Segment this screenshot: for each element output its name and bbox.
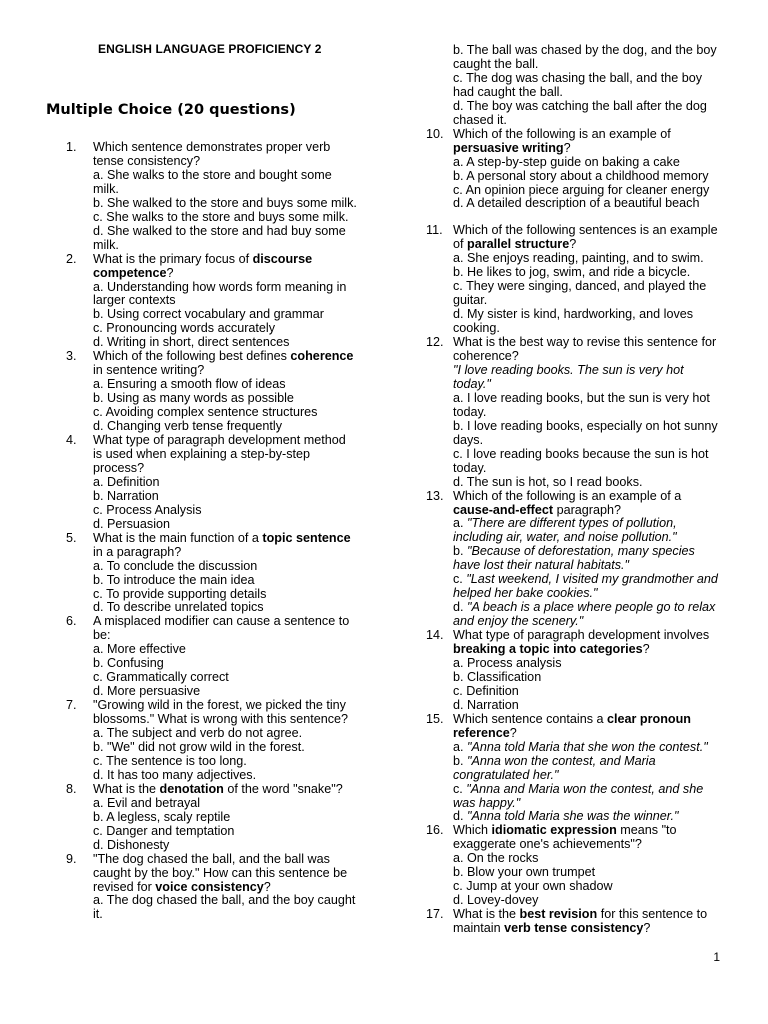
stem-text: What is the primary focus of <box>93 251 253 266</box>
answer-option: a. More effective <box>93 642 186 657</box>
answer-option: c. They were singing, danced, and played the guitar. <box>453 279 707 308</box>
answer-option: d. The sun is hot, so I read books. <box>453 474 643 489</box>
stem-text: in a paragraph? <box>93 544 182 559</box>
answer-option <box>453 741 722 755</box>
question-4 <box>66 434 358 532</box>
answer-option: d. Narration <box>453 697 519 712</box>
emphasis-text: verb tense consistency <box>504 921 644 936</box>
option-text: "Anna told Maria she was the winner." <box>467 809 679 824</box>
answer-option: c. Grammatically correct <box>93 670 229 685</box>
question-stem <box>93 699 358 727</box>
question-stem <box>453 713 722 741</box>
answer-option: b. She walked to the store and buys some milk. <box>93 195 357 210</box>
answer-option: b. Classification <box>453 669 542 684</box>
emphasis-text: voice consistency <box>155 879 264 894</box>
stem-text: Which of the following is an example of a <box>453 488 682 503</box>
option-text: "Anna and Maria won the contest, and she was happy." <box>453 781 704 810</box>
question-body <box>453 336 722 489</box>
stem-text: in sentence writing? <box>93 363 205 378</box>
emphasis-text: best revision <box>519 907 598 922</box>
option-text: "There are different types of pollution, including air, water, and noise pollution." <box>453 516 677 545</box>
question-number: 12. <box>426 335 444 350</box>
stem-text: means "to exaggerate one's achievements"? <box>453 823 677 852</box>
stem-text: What type of paragraph development method is used when explaining a step-by-step process? <box>93 433 346 475</box>
question-body <box>453 713 722 825</box>
answer-option <box>453 573 722 601</box>
question-15 <box>426 713 722 825</box>
answer-option: d. Changing verb tense frequently <box>93 419 283 434</box>
emphasis-text: coherence <box>290 349 354 364</box>
question-stem <box>93 853 358 895</box>
stem-text: ? <box>509 725 517 740</box>
question-number: 2. <box>66 251 77 266</box>
answer-option: a. The subject and verb do not agree. <box>93 726 303 741</box>
stem-text: What type of paragraph development involves <box>453 628 710 643</box>
question-stem <box>93 253 358 281</box>
answer-option: a. Process analysis <box>453 655 562 670</box>
answer-option: a. To conclude the discussion <box>93 558 258 573</box>
question-stem <box>453 824 722 852</box>
answer-option: c. Process Analysis <box>93 502 202 517</box>
stem-text: "The dog chased the ball, and the ball was caught by the boy." How can this sentence be revised for <box>93 851 348 894</box>
question-number: 11. <box>426 223 443 238</box>
question-body <box>93 615 358 699</box>
question-body <box>93 253 358 351</box>
option-text: "Anna won the contest, and Maria congratulated her." <box>453 753 656 782</box>
option-letter: d. <box>453 600 468 615</box>
answer-option: a. Ensuring a smooth flow of ideas <box>93 377 286 392</box>
answer-option: b. To introduce the main idea <box>93 572 255 587</box>
option-letter: c. <box>453 572 467 587</box>
answer-option: b. Blow your own trumpet <box>453 865 596 880</box>
answer-option: c. Definition <box>453 683 519 698</box>
stem-text: What is the main function of a <box>93 530 263 545</box>
question-16 <box>426 824 722 908</box>
question-stem <box>93 434 358 476</box>
answer-option <box>453 601 722 629</box>
stem-text: ? <box>563 140 571 155</box>
question-6 <box>66 615 358 699</box>
answer-option: d. To describe unrelated topics <box>93 600 264 615</box>
emphasis-text: parallel structure <box>467 237 570 252</box>
question-17 <box>426 908 722 936</box>
option-letter: a. <box>453 516 468 531</box>
stem-text: Which sentence demonstrates proper verb tense consistency? <box>93 140 331 168</box>
section-title: Multiple Choice (20 questions) <box>46 102 296 118</box>
question-number: 15. <box>426 711 444 726</box>
answer-option <box>453 810 722 824</box>
question-1 <box>66 141 358 253</box>
answer-option: d. A detailed description of a beautiful beach <box>453 196 700 211</box>
question-7 <box>66 699 358 783</box>
answer-option: a. I love reading books, but the sun is very hot today. <box>453 390 710 419</box>
stem-text: of the word "snake"? <box>223 781 343 796</box>
option-letter: d. <box>453 809 468 824</box>
answer-option: c. The dog was chasing the ball, and the boy had caught the ball. <box>453 70 703 99</box>
question-stem <box>93 783 358 797</box>
answer-option: b. He likes to jog, swim, and ride a bicycle. <box>453 265 691 280</box>
option-text: "Anna told Maria that she won the contest." <box>467 739 708 754</box>
question-number: 9. <box>66 851 77 866</box>
question-number: 6. <box>66 614 77 629</box>
question-14 <box>426 629 722 713</box>
question-3 <box>66 350 358 434</box>
answer-option: a. Evil and betrayal <box>93 795 201 810</box>
stem-text: for this sentence to maintain <box>453 907 708 936</box>
question-body <box>453 490 722 630</box>
question-8 <box>66 783 358 853</box>
question-number: 8. <box>66 781 77 796</box>
stem-text: paragraph? <box>553 502 622 517</box>
answer-option: c. Jump at your own shadow <box>453 879 613 894</box>
question-stem <box>93 141 358 169</box>
answer-option: a. Understanding how words form meaning in larger contexts <box>93 279 347 308</box>
answer-option <box>453 783 722 811</box>
stem-text: Which of the following best defines <box>93 349 291 364</box>
question-stem <box>93 350 358 378</box>
answer-option: b. Confusing <box>93 656 164 671</box>
question-body <box>93 434 358 532</box>
question-12 <box>426 336 722 489</box>
emphasis-text: breaking a topic into categories <box>453 642 643 657</box>
question-body <box>93 141 358 253</box>
option-text: "A beach is a place where people go to relax and enjoy the scenery." <box>453 600 716 629</box>
question-body <box>93 699 358 783</box>
stem-text: A misplaced modifier can cause a sentence to be: <box>93 614 350 643</box>
answer-option: a. She enjoys reading, painting, and to swim. <box>453 251 704 266</box>
answer-option: c. I love reading books because the sun is hot today. <box>453 446 709 475</box>
question-stem <box>453 908 722 936</box>
stem-text: What is the <box>453 907 520 922</box>
question-body <box>93 853 358 923</box>
question-11 <box>426 224 722 336</box>
question-9-continued <box>426 44 722 128</box>
answer-option: b. I love reading books, especially on hot sunny days. <box>453 418 718 447</box>
stem-text: Which <box>453 823 492 838</box>
emphasis-text: persuasive writing <box>453 140 564 155</box>
option-text: "Last weekend, I visited my grandmother and helped her bake cookies." <box>453 572 718 601</box>
emphasis-text: idiomatic expression <box>491 823 617 838</box>
answer-option: c. She walks to the store and buys some milk. <box>93 209 349 224</box>
answer-option: d. Dishonesty <box>93 837 170 852</box>
answer-option: c. The sentence is too long. <box>93 753 247 768</box>
answer-option: c. Avoiding complex sentence structures <box>93 405 318 420</box>
question-body <box>453 224 722 336</box>
stem-text: What is the <box>93 781 160 796</box>
question-number: 7. <box>66 698 77 713</box>
stem-text: Which sentence contains a <box>453 711 608 726</box>
question-5 <box>66 532 358 616</box>
stem-text: ? <box>263 879 271 894</box>
question-9 <box>66 853 358 923</box>
emphasis-text: clear pronoun reference <box>453 711 691 740</box>
question-number: 17. <box>426 907 444 922</box>
answer-option: c. To provide supporting details <box>93 586 267 601</box>
stem-text: Which of the following sentences is an example of <box>453 223 718 252</box>
emphasis-text: discourse competence <box>93 251 313 280</box>
answer-option: d. My sister is kind, hardworking, and loves cooking. <box>453 307 694 336</box>
option-text: "Because of deforestation, many species have lost their natural habitats." <box>453 544 695 573</box>
question-2 <box>66 253 358 351</box>
question-stem <box>453 629 722 657</box>
answer-option: c. Danger and temptation <box>93 823 235 838</box>
question-body <box>453 128 722 212</box>
question-body <box>93 350 358 434</box>
question-number: 5. <box>66 530 77 545</box>
question-stem <box>453 128 722 156</box>
answer-option: b. "We" did not grow wild in the forest. <box>93 739 305 754</box>
answer-option: b. Using correct vocabulary and grammar <box>93 307 324 322</box>
emphasis-text: cause-and-effect <box>453 502 554 517</box>
question-body <box>453 908 722 936</box>
question-number: 1. <box>66 140 77 154</box>
answer-option: a. On the rocks <box>453 851 539 866</box>
answer-option: d. Writing in short, direct sentences <box>93 335 290 350</box>
answer-option: a. A step-by-step guide on baking a cake <box>453 154 680 169</box>
answer-option: d. Lovey-dovey <box>453 893 539 908</box>
question-13 <box>426 490 722 630</box>
answer-option: d. It has too many adjectives. <box>93 767 257 782</box>
question-stem <box>93 615 358 643</box>
question-10 <box>426 128 722 212</box>
question-body <box>453 629 722 713</box>
stem-text: ? <box>166 265 174 280</box>
answer-option <box>453 755 722 783</box>
option-letter: a. <box>453 739 468 754</box>
stem-text: ? <box>642 642 650 657</box>
question-stem <box>453 224 722 252</box>
answer-option <box>453 517 722 545</box>
option-letter: b. <box>453 753 468 768</box>
option-letter: b. <box>453 544 468 559</box>
stem-text: What is the best way to revise this sentence for coherence? <box>453 335 717 364</box>
stem-text: ? <box>569 237 577 252</box>
document-title: ENGLISH LANGUAGE PROFICIENCY 2 <box>98 42 322 56</box>
right-column <box>426 44 722 936</box>
question-stem <box>93 532 358 560</box>
answer-option: c. Pronouncing words accurately <box>93 321 276 336</box>
answer-option: d. She walked to the store and had buy some milk. <box>93 223 346 252</box>
answer-option: d. Persuasion <box>93 516 171 531</box>
answer-option: b. A personal story about a childhood memory <box>453 168 709 183</box>
answer-option: d. More persuasive <box>93 684 201 699</box>
emphasis-text: denotation <box>159 781 224 796</box>
question-number: 10. <box>426 126 444 141</box>
question-number: 16. <box>426 823 444 838</box>
answer-option: a. The dog chased the ball, and the boy caught it. <box>93 893 356 922</box>
question-number: 3. <box>66 349 77 364</box>
answer-option: b. Using as many words as possible <box>93 391 294 406</box>
answer-option: a. Definition <box>93 474 160 489</box>
question-stem <box>453 490 722 518</box>
question-number: 13. <box>426 488 444 503</box>
stem-text: Which of the following is an example of <box>453 126 671 141</box>
stem-text: "Growing wild in the forest, we picked the tiny blossoms." What is wrong with this sentence? <box>93 698 349 727</box>
emphasis-text: topic sentence <box>262 530 351 545</box>
stem-text: ? <box>643 921 651 936</box>
answer-option: b. A legless, scaly reptile <box>93 809 231 824</box>
page-number: 1 <box>713 950 720 964</box>
quoted-sentence: "I love reading books. The sun is very hot today." <box>453 362 684 391</box>
question-stem <box>453 336 722 364</box>
answer-option: c. An opinion piece arguing for cleaner energy <box>453 182 710 197</box>
question-body <box>93 532 358 616</box>
question-number: 4. <box>66 433 77 448</box>
answer-option: d. The boy was catching the ball after the dog chased it. <box>453 98 707 127</box>
left-column <box>66 141 358 922</box>
question-body <box>93 783 358 853</box>
answer-option: a. She walks to the store and bought some milk. <box>93 167 332 196</box>
question-body <box>453 824 722 908</box>
answer-option: b. The ball was chased by the dog, and the boy caught the ball. <box>453 43 717 71</box>
answer-option: b. Narration <box>93 488 159 503</box>
answer-option <box>453 545 722 573</box>
option-letter: c. <box>453 781 467 796</box>
question-number: 14. <box>426 628 444 643</box>
